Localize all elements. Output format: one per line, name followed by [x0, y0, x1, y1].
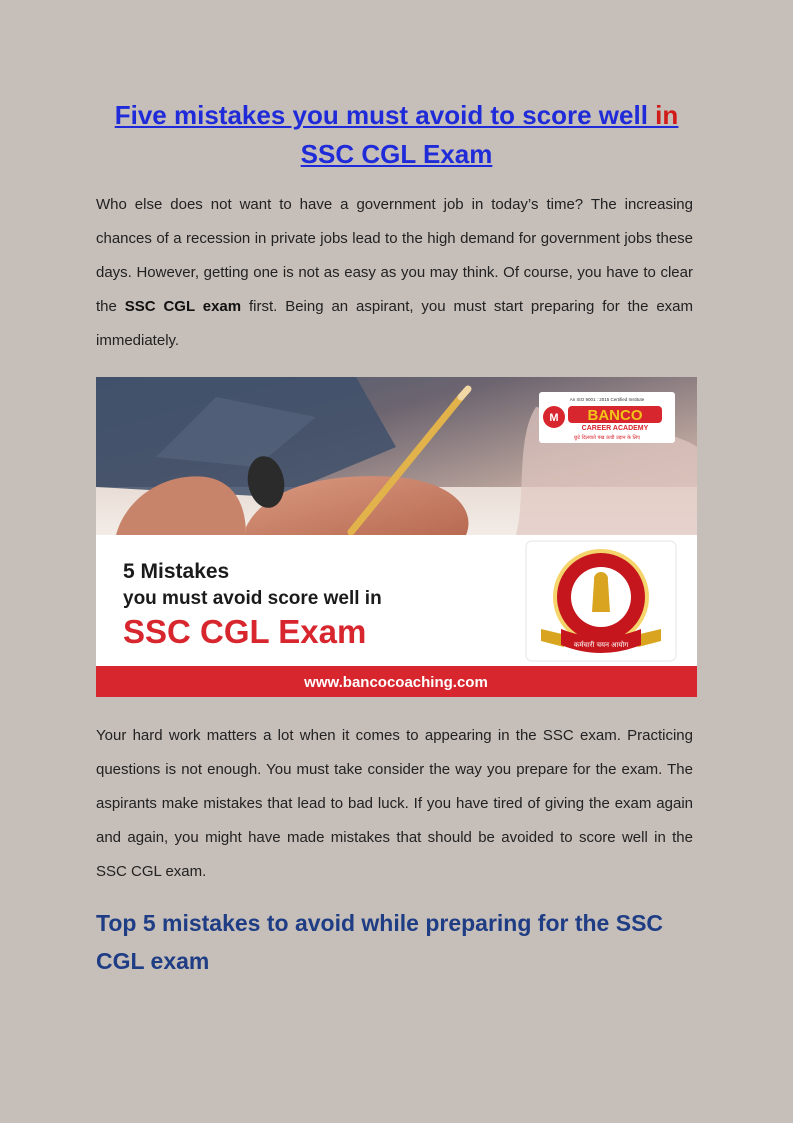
- banco-logo: [539, 392, 675, 443]
- svg-text:BANCO: BANCO: [587, 407, 643, 424]
- body-paragraph: Your hard work matters a lot when it comes to appearing in the SSC exam. Practicing questions is not enough. You must take consider the way you prepare for the exam. The aspirants make mistakes that lead to bad luck. If you have tired of giving the exam again and again, you might have made mistakes that should be avoided to score well in the SSC CGL exam.: [96, 727, 693, 880]
- title-link[interactable]: Five mistakes you must avoid to score well in SSC CGL Exam: [114, 100, 679, 169]
- intro-bold-term: SSC CGL exam: [124, 298, 242, 315]
- banner-image: [96, 377, 697, 697]
- ssc-seal-logo: [526, 541, 676, 661]
- banner-headline-3: SSC CGL Exam: [123, 613, 367, 650]
- svg-text:कर्मचारी चयन आयोग: कर्मचारी चयन आयोग: [573, 641, 629, 649]
- page-title: [96, 96, 697, 174]
- svg-text:छूटे दिलवाते पंख ऊंची उड़ान के: छूटे दिलवाते पंख ऊंची उड़ान के लिए: [574, 435, 640, 441]
- title-red-word: in: [655, 100, 679, 130]
- banner-url: www.bancocoaching.com: [304, 674, 488, 691]
- svg-text:CAREER ACADEMY: CAREER ACADEMY: [581, 425, 649, 432]
- svg-text:M: M: [549, 412, 559, 424]
- banner-headline-1: 5 Mistakes: [123, 560, 230, 583]
- intro-paragraph: Who else does not want to have a government job in today’s time? The increasing chances of a recession in private jobs lead to the high demand for government jobs these days. However, getting one is not as easy as you may think. Of course, you have to clear the SSC CGL exam first. Being an aspirant, you must start preparing for the exam immediately.: [96, 196, 693, 349]
- svg-text:An ISO 9001 : 2015 Certified I: An ISO 9001 : 2015 Certified Institute: [569, 397, 645, 402]
- banner-headline-2: you must avoid score well in: [123, 588, 382, 609]
- section-heading: Top 5 mistakes to avoid while preparing for the SSC CGL exam: [96, 910, 664, 974]
